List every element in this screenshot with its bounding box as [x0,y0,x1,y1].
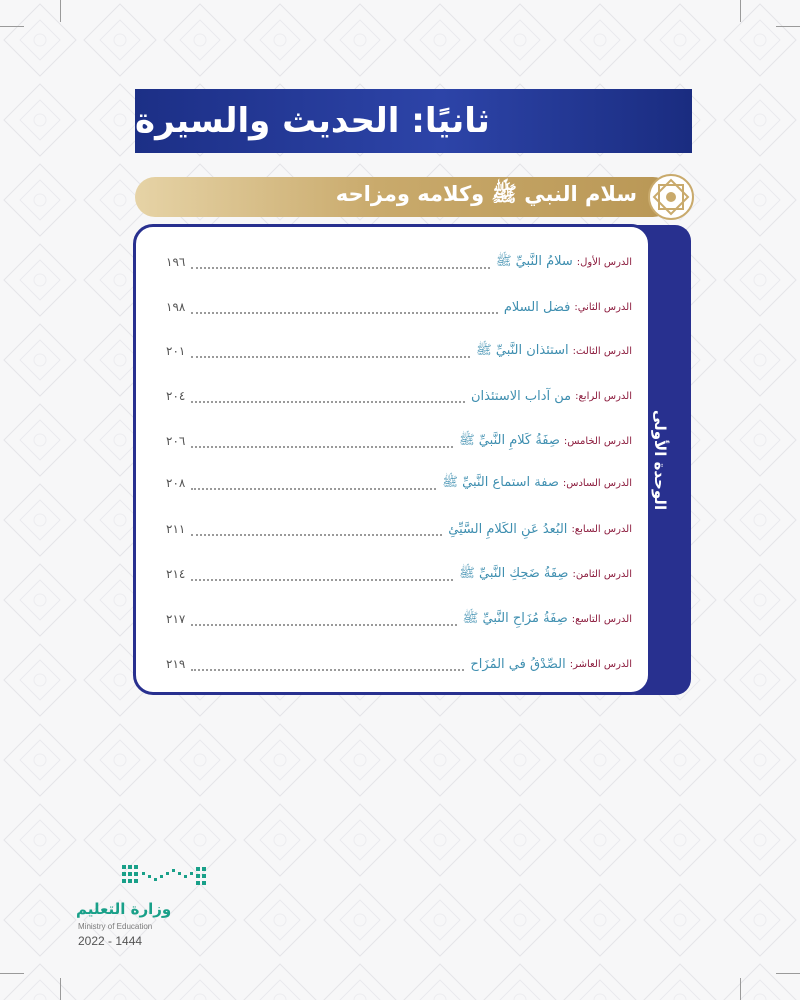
lesson-label: الدرس السابع: [571,523,632,535]
dot-leader [191,522,442,536]
section-title: ثانيًا: الحديث والسيرة [135,101,490,141]
lesson-label: الدرس الثامن: [572,568,632,580]
lesson-label: الدرس الرابع: [575,390,632,402]
lesson-label: الدرس العاشر: [569,658,632,670]
lesson-title: صِفَةُ كَلامِ النَّبيِّ ﷺ [458,432,560,448]
unit-banner [135,177,695,217]
dot-leader [191,389,465,403]
page-number: ٢١٩ [166,657,186,671]
dot-leader [191,344,470,358]
crop-mark [776,973,800,974]
lesson-label: الدرس الثالث: [572,345,632,357]
dot-leader [191,612,456,626]
unit-title: سلام النبي ﷺ وكلامه ومزاحه [335,182,637,206]
section-header [135,89,692,153]
lesson-label: الدرس الثاني: [574,301,632,313]
page-number: ٢١١ [166,522,186,536]
crop-mark [0,973,24,974]
crop-mark [60,978,61,1000]
page-number: ١٩٨ [166,300,186,314]
lesson-title: البُعدُ عَنِ الكَلامِ السَّيِّئِ [448,521,568,537]
crop-mark [776,26,800,27]
list-item[interactable] [136,250,648,274]
list-item[interactable] [136,562,648,586]
page-number: ٢٠٨ [166,476,186,490]
list-item[interactable] [136,607,648,631]
ministry-logo [76,862,216,962]
lesson-title: من آداب الاستئذان [470,388,572,404]
list-item[interactable] [136,339,648,363]
page-number: ١٩٦ [166,255,186,269]
page-number: ٢٠٦ [166,434,186,448]
list-item[interactable] [136,384,648,408]
lesson-title: الصِّدْقُ في المُزَاح [470,656,566,672]
lesson-title: فضل السلام [503,299,571,315]
crop-mark [740,0,741,22]
dot-leader [191,300,498,314]
crop-mark [0,26,24,27]
lesson-title: صِفَةُ مُزَاحِ النَّبيِّ ﷺ [462,610,568,626]
page-number: ٢١٧ [166,612,186,626]
page-number: ٢٠٤ [166,389,186,403]
lesson-label: الدرس التاسع: [571,613,632,625]
list-item[interactable] [136,429,648,453]
lesson-label: الدرس الخامس: [563,435,632,447]
ministry-name-arabic: وزارة التعليم [76,900,172,918]
dot-leader [191,657,464,671]
lesson-list [133,224,651,695]
dot-leader [191,476,436,490]
list-item[interactable] [136,652,648,676]
dot-leader [191,434,453,448]
ministry-name-english: Ministry of Education [78,922,153,931]
unit-side-label: الوحدة الأولى [651,409,669,511]
dot-leader [191,255,490,269]
lesson-label: الدرس الأول: [576,256,632,268]
ministry-emblem-icon [120,862,210,892]
dot-leader [191,567,453,581]
crop-mark [740,978,741,1000]
ornament-icon [647,173,695,221]
edition-year: 2022 - 1444 [78,934,143,948]
page-number: ٢٠١ [166,344,186,358]
list-item[interactable] [136,295,648,319]
lesson-title: صفة استماع النَّبيِّ ﷺ [442,474,559,490]
lesson-title: استئذان النَّبيِّ ﷺ [476,342,569,358]
crop-mark [60,0,61,22]
lesson-title: صِفَةُ ضَحِكِ النَّبيِّ ﷺ [459,565,569,581]
list-item[interactable] [136,517,648,541]
list-item[interactable] [136,471,648,495]
lesson-title: سلامُ النَّبيِّ ﷺ [495,253,573,269]
lesson-label: الدرس السادس: [562,477,632,489]
page-number: ٢١٤ [166,567,186,581]
